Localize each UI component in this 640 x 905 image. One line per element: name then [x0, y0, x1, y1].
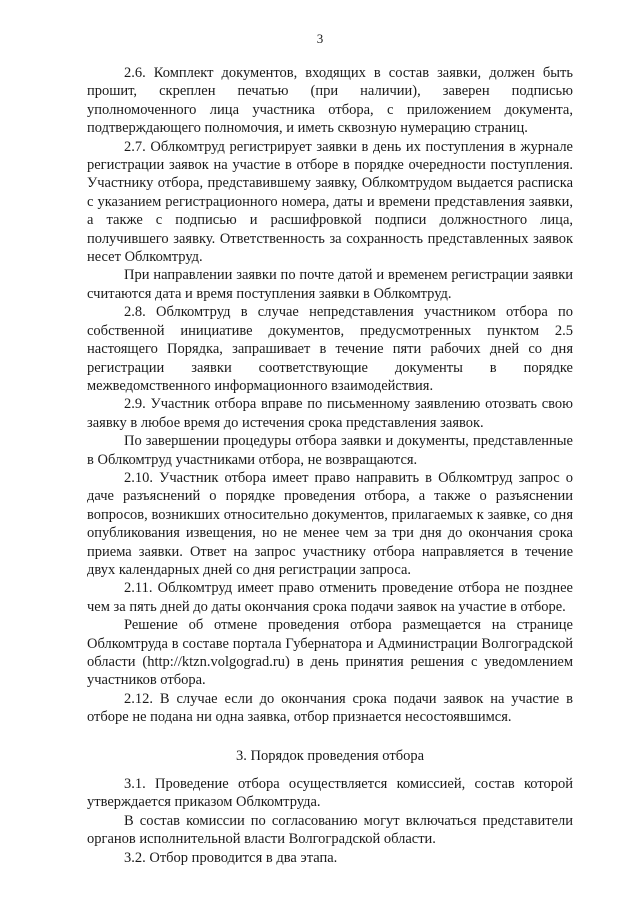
paragraph-2-7-mail: При направлении заявки по почте датой и временем регистрации заявки считаются дата и время поступления заявки в Облкомтруд.	[87, 267, 573, 302]
paragraph-3-1-commission: В состав комиссии по согласованию могут включаться представители органов исполнительной власти Волгоградской области.	[87, 812, 573, 848]
paragraph-2-12: 2.12. В случае если до окончания срока подачи заявок на участие в отборе не подана ни одна заявка, отбор признается несостоявшимся.	[87, 690, 573, 726]
document-body	[87, 64, 573, 867]
paragraph-2-10: 2.10. Участник отбора имеет право направить в Облкомтруд запрос о даче разъяснений о порядке проведения отбора, а также о разъяснении вопросов, возникших относительно документов, прилагаемых к заявке, со дня опубликования извещения, но не менее чем за три дня до окончания срока приема заявки. Ответ на запрос участнику отбора направляется в течение двух календарных дней со дня регистрации запроса.	[87, 469, 573, 578]
page-number: 3	[316, 31, 324, 46]
paragraph-2-7: 2.7. Облкомтруд регистрирует заявки в день их поступления в журнале регистрации заявок на участие в отборе в порядке очередности поступления. Участнику отбора, представившему заявку, Облкомтрудом выдается расписка с указанием регистрационного номера, даты и времени представления заявки, а также с подписью и расшифровкой подписи должностного лица, получившего заявку. Ответственность за сохранность представленных заявок несет Облкомтруд.	[87, 138, 573, 266]
paragraph-2-6: 2.6. Комплект документов, входящих в состав заявки, должен быть прошит, скреплен печатью (при наличии), заверен подписью уполномоченного лица участника отбора, с приложением документа, подтверждающего полномочия, и иметь сквозную нумерацию страниц.	[87, 65, 573, 137]
paragraph-2-9: 2.9. Участник отбора вправе по письменному заявлению отозвать свою заявку в любое время до истечения срока представления заявок.	[87, 396, 573, 431]
paragraph-3-2: 3.2. Отбор проводится в два этапа.	[124, 849, 338, 866]
paragraph-2-11-cancel: Решение об отмене проведения отбора размещается на странице Облкомтруда в составе портала Губернатора и Администрации Волгоградской области (http://ktzn.volgograd.ru) в день принятия решения с уведомлением участников отбора.	[87, 617, 573, 689]
paragraph-2-11: 2.11. Облкомтруд имеет право отменить проведение отбора не позднее чем за пять дней до даты окончания срока подачи заявок на участие в отборе.	[87, 580, 573, 615]
paragraph-2-8: 2.8. Облкомтруд в случае непредставления участником отбора по собственной инициативе документов, предусмотренных пунктом 2.5 настоящего Порядка, запрашивает в течение пяти рабочих дней со дня регистрации заявки соответствующие документы в порядке межведомственного информационного взаимодействия.	[87, 304, 573, 394]
paragraph-3-1: 3.1. Проведение отбора осуществляется комиссией, состав которой утверждается приказом Облкомтруда.	[87, 776, 573, 811]
paragraph-2-9-return: По завершении процедуры отбора заявки и документы, представленные в Облкомтруд участниками отбора, не возвращаются.	[87, 433, 573, 468]
section-heading: 3. Порядок проведения отбора	[235, 747, 425, 764]
